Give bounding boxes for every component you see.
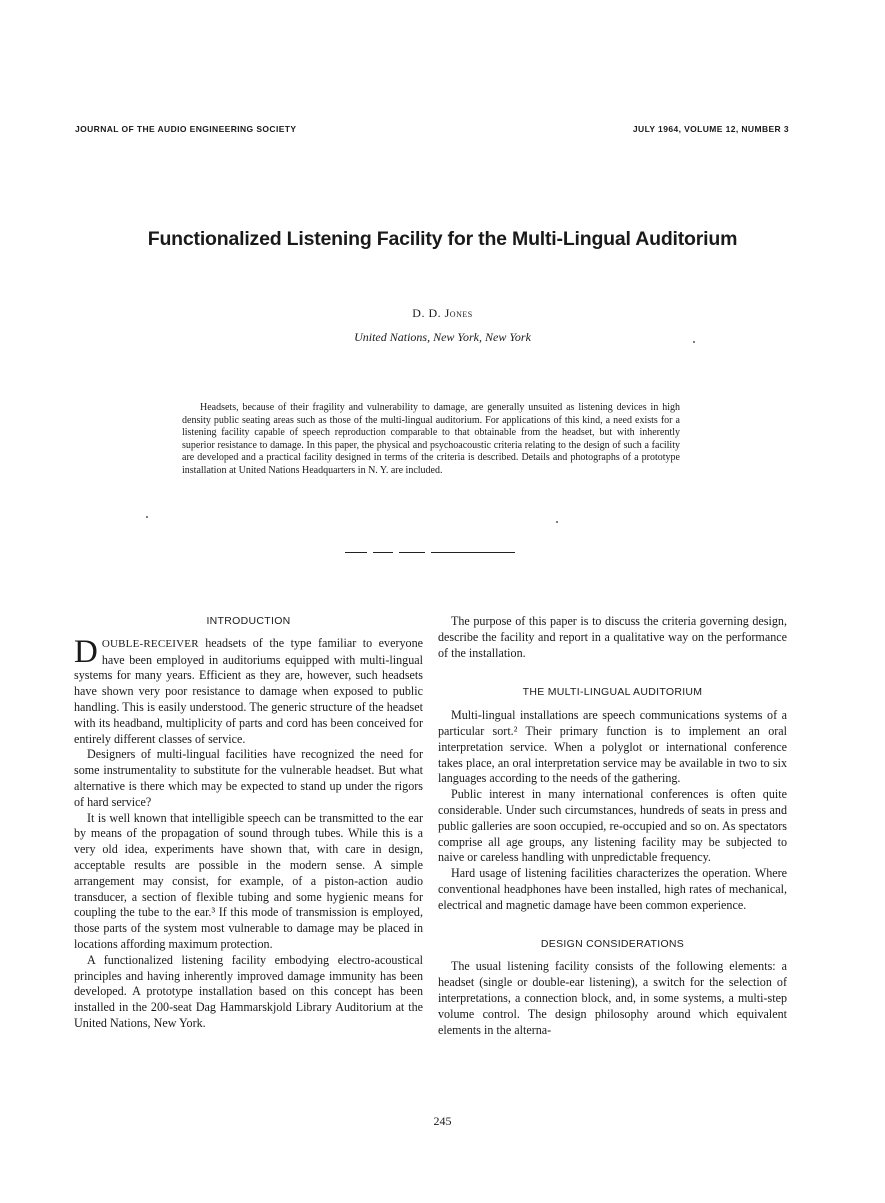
intro-lead-word: OUBLE-RECEIVER: [101, 637, 199, 650]
auditorium-paragraph-1: Multi-lingual installations are speech communications systems of a particular sort.² Their primary function is to implement an oral interpretation service. When a polyglot or international conference takes place, an oral interpretation service may be available in two to six languages according to the needs of the gathering.: [438, 708, 787, 786]
intro-paragraph-1-text: headsets of the type familiar to everyone have been employed in auditoriums equipped with multi-lingual systems for many years. Efficient as they are, however, such headsets have shown very poor resistance to damage when exposed to public handling. This is easily understood. The generic structure of the headset with its headband, multiplicity of parts and cord has been conceived for entirely different classes of service.: [74, 635, 423, 746]
scan-speck: [556, 521, 558, 523]
auditorium-paragraph-3: Hard usage of listening facilities characterizes the operation. Where conventional headphones have been installed, high rates of mechanical, electrical and magnetic damage have been common experience.: [438, 866, 787, 912]
intro-paragraph-5: The purpose of this paper is to discuss the criteria governing design, describe the facility and report in a qualitative way on the performance of the installation.: [438, 614, 787, 660]
section-separator-rule: [345, 552, 515, 553]
author-name-text: D. D. Jones: [412, 306, 473, 320]
scan-speck: [146, 516, 148, 518]
running-head-issue: JULY 1964, VOLUME 12, NUMBER 3: [632, 124, 789, 134]
left-column: [74, 614, 423, 1032]
author-name: [0, 306, 885, 321]
intro-paragraph-4: A functionalized listening facility embodying electro-acoustical principles and having inherently improved damage immunity has been developed. A prototype installation based on this concept has been installed in the 200-seat Dag Hammarskjold Library Auditorium at the United Nations, New York.: [74, 952, 423, 1030]
heading-introduction: INTRODUCTION: [206, 615, 291, 627]
design-paragraph-1: The usual listening facility consists of the following elements: a headset (single or double-ear listening), a switch for the selection of interpretations, a connection block, and, in some systems, a multi-step volume control. The design philosophy around which equivalent elements in the alterna-: [438, 959, 787, 1037]
heading-multi-lingual-auditorium: THE MULTI-LINGUAL AUDITORIUM: [522, 686, 703, 699]
auditorium-paragraph-2: Public interest in many international conferences is often quite considerable. Under such circumstances, hundreds of seats in press and public galleries are soon occupied, re-occupied and so on. As spectators comprise all age groups, any listening facility may be subjected to naive or careless handling with unpredictable frequency.: [438, 787, 787, 865]
drop-cap: D: [74, 633, 98, 670]
intro-paragraph-2: Designers of multi-lingual facilities have recognized the need for some instrumentality to substitute for the vulnerable headset. But what alternative is there which may be expected to stand up under the rigors of hard service?: [74, 747, 423, 809]
scan-speck: [693, 341, 695, 343]
right-column: [438, 614, 787, 1038]
heading-design-considerations: DESIGN CONSIDERATIONS: [540, 937, 685, 950]
intro-paragraph-3: It is well known that intelligible speech can be transmitted to the ear by means of the propagation of sound through tubes. While this is a very old idea, experiments have shown that, with care in design, acceptable results are possible in the modern sense. A simple arrangement may consist, for example, of a piston-action audio transducer, a section of flexible tubing and some hygienic means for coupling the tube to the ear.³ If this mode of transmission is employed, those parts of the system most vulnerable to damage may be placed in locations affording maximum protection.: [74, 810, 423, 951]
intro-paragraph-1: [74, 633, 423, 748]
author-affiliation: United Nations, New York, New York: [354, 330, 531, 344]
abstract: Headsets, because of their fragility and vulnerability to damage, are generally unsuited as listening devices in high density public seating areas such as those of the multi-lingual auditorium. For applications of this kind, a need exists for a listening facility capable of speech reproduction comparable to that obtainable from the headset, but with inherently superior resistance to damage. In this paper, the physical and psychoacoustic criteria relating to the design of such a facility are developed and a practical facility designed in terms of the criteria is described. Details and photographs of a prototype installation at United Nations Headquarters in N. Y. are included.: [182, 402, 680, 476]
paper-title: Functionalized Listening Facility for the Multi-Lingual Auditorium: [147, 228, 738, 250]
running-head-journal: JOURNAL OF THE AUDIO ENGINEERING SOCIETY: [75, 124, 297, 134]
page-number: 245: [433, 1114, 452, 1128]
